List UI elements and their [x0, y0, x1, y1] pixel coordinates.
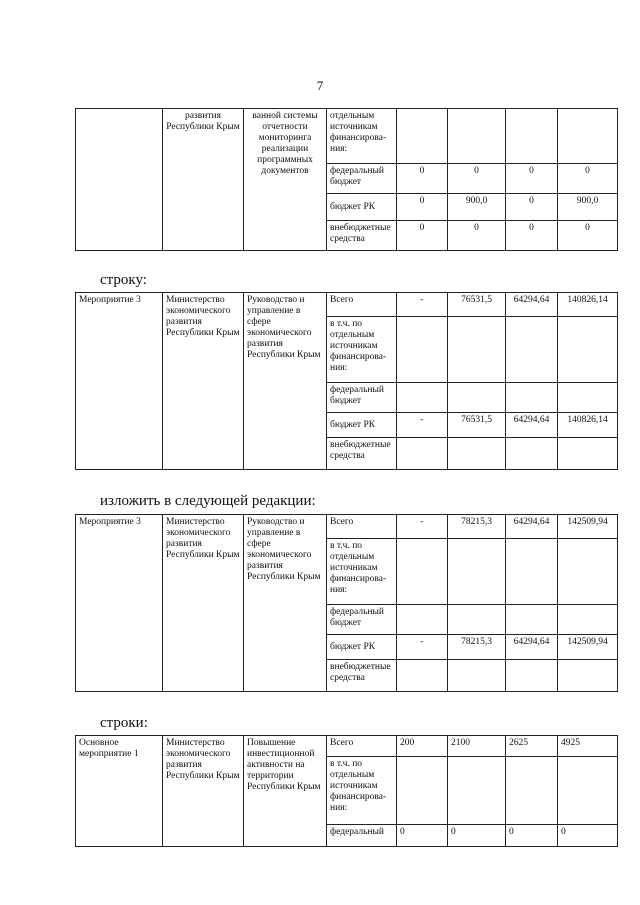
event-cell	[76, 109, 163, 251]
value-cell	[558, 383, 618, 413]
value-cell: 200	[397, 736, 448, 757]
value-cell: 0	[397, 825, 448, 847]
value-cell: 4925	[558, 736, 618, 757]
value-cell: 64294,64	[506, 515, 558, 539]
description-cell: ванной системы отчетности мониторинга реализации программных документов	[244, 109, 327, 251]
event-cell: Основное мероприятие 1	[76, 736, 163, 847]
value-cell: 0	[397, 194, 448, 221]
value-cell: -	[397, 515, 448, 539]
value-cell: 900,0	[448, 194, 506, 221]
table-new-row	[75, 514, 618, 692]
value-cell: -	[397, 413, 448, 438]
organization-cell: Министерство экономического развития Республики Крым	[163, 736, 244, 847]
table-row	[76, 293, 618, 317]
source-cell: в т.ч. по отдельным источникам финансирова-ния:	[327, 317, 397, 383]
page-number: 7	[316, 78, 324, 93]
value-cell	[506, 438, 558, 470]
heading-new-edition: изложить в следующей редакции:	[100, 493, 316, 509]
value-cell: 64294,64	[506, 635, 558, 660]
value-cell	[448, 109, 506, 164]
source-cell: в т.ч. по отдельным источникам финансирова-ния:	[327, 757, 397, 825]
source-cell: бюджет РК	[327, 413, 397, 438]
event-cell: Мероприятие 3	[76, 515, 163, 692]
value-cell: 900,0	[558, 194, 618, 221]
value-cell: 2625	[506, 736, 558, 757]
source-cell: внебюджетные средства	[327, 438, 397, 470]
source-cell: бюджет РК	[327, 635, 397, 660]
source-cell: внебюджетные средства	[327, 660, 397, 692]
value-cell	[448, 605, 506, 635]
source-cell: федеральный	[327, 825, 397, 847]
value-cell: 76531,5	[448, 413, 506, 438]
value-cell	[506, 605, 558, 635]
source-cell: Всего	[327, 515, 397, 539]
source-cell: федеральный бюджет	[327, 383, 397, 413]
value-cell: 0	[506, 221, 558, 251]
heading-stroki: строки:	[100, 715, 148, 731]
source-cell: внебюджетные средства	[327, 221, 397, 251]
value-cell	[397, 438, 448, 470]
value-cell	[558, 317, 618, 383]
value-cell: 0	[506, 194, 558, 221]
value-cell: 0	[506, 825, 558, 847]
value-cell	[506, 660, 558, 692]
event-cell: Мероприятие 3	[76, 293, 163, 470]
value-cell	[558, 109, 618, 164]
value-cell	[448, 383, 506, 413]
value-cell	[397, 317, 448, 383]
value-cell: 142509,94	[558, 515, 618, 539]
value-cell	[506, 317, 558, 383]
value-cell	[506, 109, 558, 164]
value-cell	[397, 605, 448, 635]
value-cell: 0	[558, 164, 618, 194]
value-cell: 64294,64	[506, 413, 558, 438]
value-cell: 0	[448, 221, 506, 251]
value-cell: 140826,14	[558, 293, 618, 317]
value-cell	[558, 660, 618, 692]
source-cell: Всего	[327, 736, 397, 757]
source-cell: отдельным источникам финансирова-ния:	[327, 109, 397, 164]
source-cell: федеральный бюджет	[327, 164, 397, 194]
value-cell: 0	[448, 825, 506, 847]
value-cell: 142509,94	[558, 635, 618, 660]
value-cell: 2100	[448, 736, 506, 757]
value-cell	[506, 539, 558, 605]
value-cell	[397, 383, 448, 413]
value-cell: 0	[506, 164, 558, 194]
source-cell: федеральный бюджет	[327, 605, 397, 635]
value-cell: 0	[558, 221, 618, 251]
table-row	[76, 515, 618, 539]
value-cell: -	[397, 293, 448, 317]
table-main-event	[75, 735, 618, 847]
table-row	[76, 736, 618, 757]
value-cell	[448, 539, 506, 605]
value-cell: 0	[397, 164, 448, 194]
value-cell	[397, 660, 448, 692]
table-continuation	[75, 108, 618, 251]
value-cell	[506, 383, 558, 413]
source-cell: бюджет РК	[327, 194, 397, 221]
value-cell	[397, 109, 448, 164]
value-cell: 78215,3	[448, 635, 506, 660]
table-current-row	[75, 292, 618, 470]
source-cell: Всего	[327, 293, 397, 317]
value-cell: 64294,64	[506, 293, 558, 317]
value-cell: 140826,14	[558, 413, 618, 438]
heading-stroku: строку:	[100, 272, 147, 288]
value-cell: 0	[558, 825, 618, 847]
value-cell	[558, 539, 618, 605]
value-cell	[448, 660, 506, 692]
description-cell: Руководство и управление в сфере экономического развития Республики Крым	[244, 515, 327, 692]
value-cell	[558, 605, 618, 635]
value-cell: -	[397, 635, 448, 660]
description-cell: Повышение инвестиционной активности на территории Республики Крым	[244, 736, 327, 847]
value-cell	[448, 317, 506, 383]
description-cell: Руководство и управление в сфере экономического развития Республики Крым	[244, 293, 327, 470]
value-cell	[448, 757, 506, 825]
value-cell	[397, 539, 448, 605]
organization-cell: Министерство экономического развития Республики Крым	[163, 293, 244, 470]
value-cell	[506, 757, 558, 825]
value-cell: 76531,5	[448, 293, 506, 317]
organization-cell: Министерство экономического развития Республики Крым	[163, 515, 244, 692]
value-cell: 0	[397, 221, 448, 251]
value-cell	[397, 757, 448, 825]
value-cell	[448, 438, 506, 470]
value-cell	[558, 438, 618, 470]
value-cell	[558, 757, 618, 825]
value-cell: 78215,3	[448, 515, 506, 539]
organization-cell: развития Республики Крым	[163, 109, 244, 251]
value-cell: 0	[448, 164, 506, 194]
source-cell: в т.ч. по отдельным источникам финансирова-ния:	[327, 539, 397, 605]
